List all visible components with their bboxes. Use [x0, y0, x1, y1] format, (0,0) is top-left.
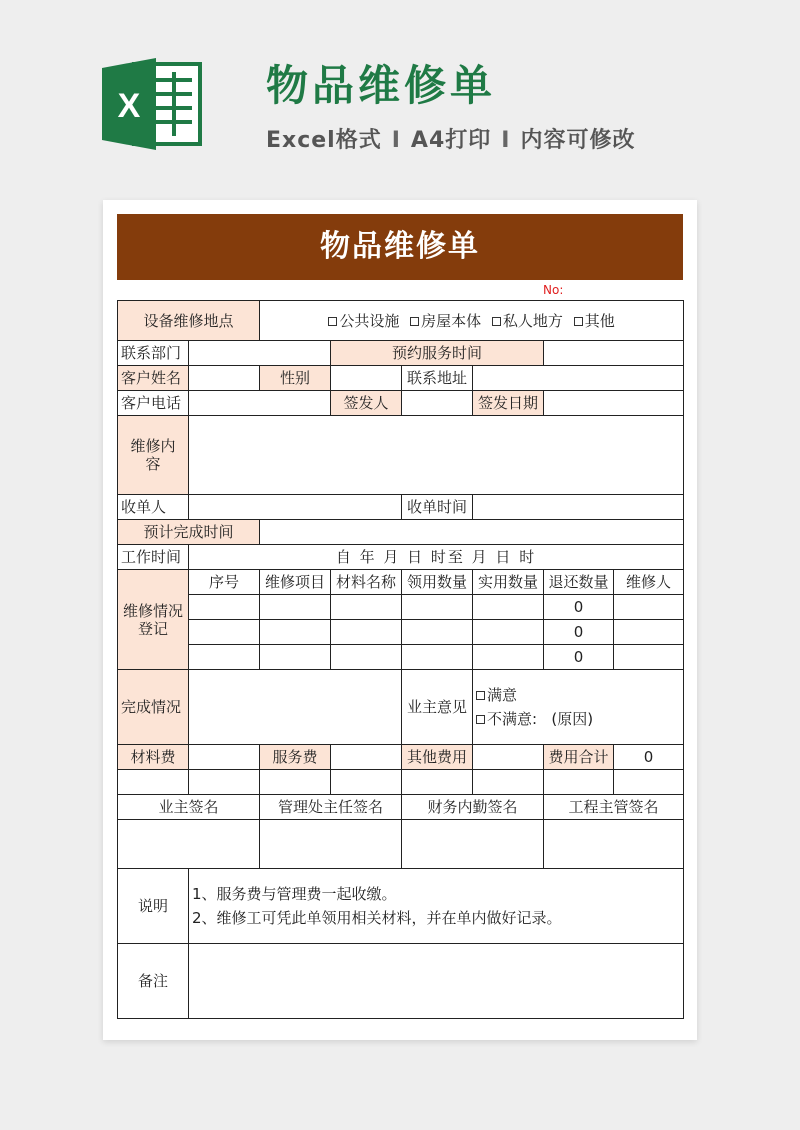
manager-signature-label: 管理处主任签名: [260, 795, 402, 820]
issue-date-label: 签发日期: [473, 391, 544, 416]
return-qty-cell[interactable]: 0: [544, 645, 614, 670]
issuer-label: 签发人: [331, 391, 402, 416]
hero-subtitle: [266, 126, 635, 156]
table-row: [118, 620, 684, 645]
customer-phone-field[interactable]: [189, 391, 331, 416]
receive-time-label: 收单时间: [402, 495, 473, 520]
excel-logo-icon: [100, 58, 204, 150]
gender-field[interactable]: [331, 366, 402, 391]
log-header: 领用数量: [402, 570, 473, 595]
form-title-banner: 物品维修单: [117, 214, 683, 280]
serial-number-label: No:: [543, 283, 564, 297]
option-satisfied[interactable]: 满意: [476, 683, 682, 707]
owner-signature-field[interactable]: [118, 820, 260, 869]
customer-phone-label: 客户电话: [118, 391, 189, 416]
work-time-value[interactable]: 自 年 月 日 时至 月 日 时: [189, 545, 684, 570]
log-header: 维修项目: [260, 570, 331, 595]
completion-label: 完成情况: [118, 670, 189, 745]
finance-signature-field[interactable]: [402, 820, 544, 869]
checkbox-icon[interactable]: [328, 317, 337, 326]
gender-label: 性别: [260, 366, 331, 391]
checkbox-icon[interactable]: [574, 317, 583, 326]
log-header: 序号: [189, 570, 260, 595]
owner-signature-label: 业主签名: [118, 795, 260, 820]
log-header: 维修人: [614, 570, 684, 595]
option-public[interactable]: 公共设施: [328, 312, 399, 330]
issue-date-field[interactable]: [544, 391, 684, 416]
form-sheet: [103, 200, 697, 1040]
total-fee-label: 费用合计: [544, 745, 614, 770]
note-line: 1、服务费与管理费一起收缴。: [192, 885, 397, 903]
contact-address-label: 联系地址: [402, 366, 473, 391]
total-fee-value[interactable]: 0: [614, 745, 684, 770]
note-line: 2、维修工可凭此单领用相关材料，并在单内做好记录。: [192, 909, 562, 927]
log-header: 材料名称: [331, 570, 402, 595]
repair-log-label: 维修情况登记: [118, 570, 189, 670]
option-other[interactable]: 其他: [574, 312, 615, 330]
table-row: [118, 770, 684, 795]
remarks-label: 备注: [118, 944, 189, 1019]
option-unsatisfied[interactable]: 不满意: (原因): [476, 707, 682, 731]
engineering-signature-label: 工程主管签名: [544, 795, 684, 820]
completion-field[interactable]: [189, 670, 402, 745]
location-options: [260, 301, 684, 341]
contact-address-field[interactable]: [473, 366, 684, 391]
material-fee-field[interactable]: [189, 745, 260, 770]
receiver-field[interactable]: [189, 495, 402, 520]
location-label: 设备维修地点: [118, 301, 260, 341]
owner-opinion-label: 业主意见: [402, 670, 473, 745]
receiver-label: 收单人: [118, 495, 189, 520]
receive-time-field[interactable]: [473, 495, 684, 520]
owner-opinion-options: [473, 670, 684, 745]
other-fee-field[interactable]: [473, 745, 544, 770]
remarks-field[interactable]: [189, 944, 684, 1019]
work-time-label: 工作时间: [118, 545, 189, 570]
opinion-reason: (原因): [551, 710, 594, 728]
notes-content: [189, 869, 684, 944]
option-building[interactable]: 房屋本体: [410, 312, 481, 330]
hero-sub-print: A4打印: [410, 128, 492, 153]
log-header: 实用数量: [473, 570, 544, 595]
manager-signature-field[interactable]: [260, 820, 402, 869]
hero-sub-edit: 内容可修改: [520, 128, 636, 153]
hero-sub-format: Excel格式: [266, 128, 382, 153]
issuer-field[interactable]: [402, 391, 473, 416]
repair-form-table: [117, 300, 684, 1019]
option-private[interactable]: 私人地方: [492, 312, 563, 330]
checkbox-icon[interactable]: [476, 691, 485, 700]
engineering-signature-field[interactable]: [544, 820, 684, 869]
planned-finish-label: 预计完成时间: [118, 520, 260, 545]
checkbox-icon[interactable]: [410, 317, 419, 326]
customer-name-label: 客户姓名: [118, 366, 189, 391]
table-row: [118, 595, 684, 620]
table-row: [118, 645, 684, 670]
customer-name-field[interactable]: [189, 366, 260, 391]
contact-dept-label: 联系部门: [118, 341, 189, 366]
hero-separator: I: [391, 128, 401, 153]
checkbox-icon[interactable]: [492, 317, 501, 326]
finance-signature-label: 财务内勤签名: [402, 795, 544, 820]
planned-finish-field[interactable]: [260, 520, 684, 545]
checkbox-icon[interactable]: [476, 715, 485, 724]
other-fee-label: 其他费用: [402, 745, 473, 770]
contact-dept-field[interactable]: [189, 341, 331, 366]
repair-content-field[interactable]: [189, 416, 684, 495]
log-header: 退还数量: [544, 570, 614, 595]
service-fee-field[interactable]: [331, 745, 402, 770]
notes-label: 说明: [118, 869, 189, 944]
material-fee-label: 材料费: [118, 745, 189, 770]
hero-separator: I: [501, 128, 511, 153]
appointment-time-field[interactable]: [544, 341, 684, 366]
svg-text:X: X: [117, 87, 141, 125]
return-qty-cell[interactable]: 0: [544, 595, 614, 620]
repair-content-label: 维修内容: [118, 416, 189, 495]
appointment-time-label: 预约服务时间: [331, 341, 544, 366]
service-fee-label: 服务费: [260, 745, 331, 770]
hero-title: 物品维修单: [266, 61, 497, 110]
return-qty-cell[interactable]: 0: [544, 620, 614, 645]
